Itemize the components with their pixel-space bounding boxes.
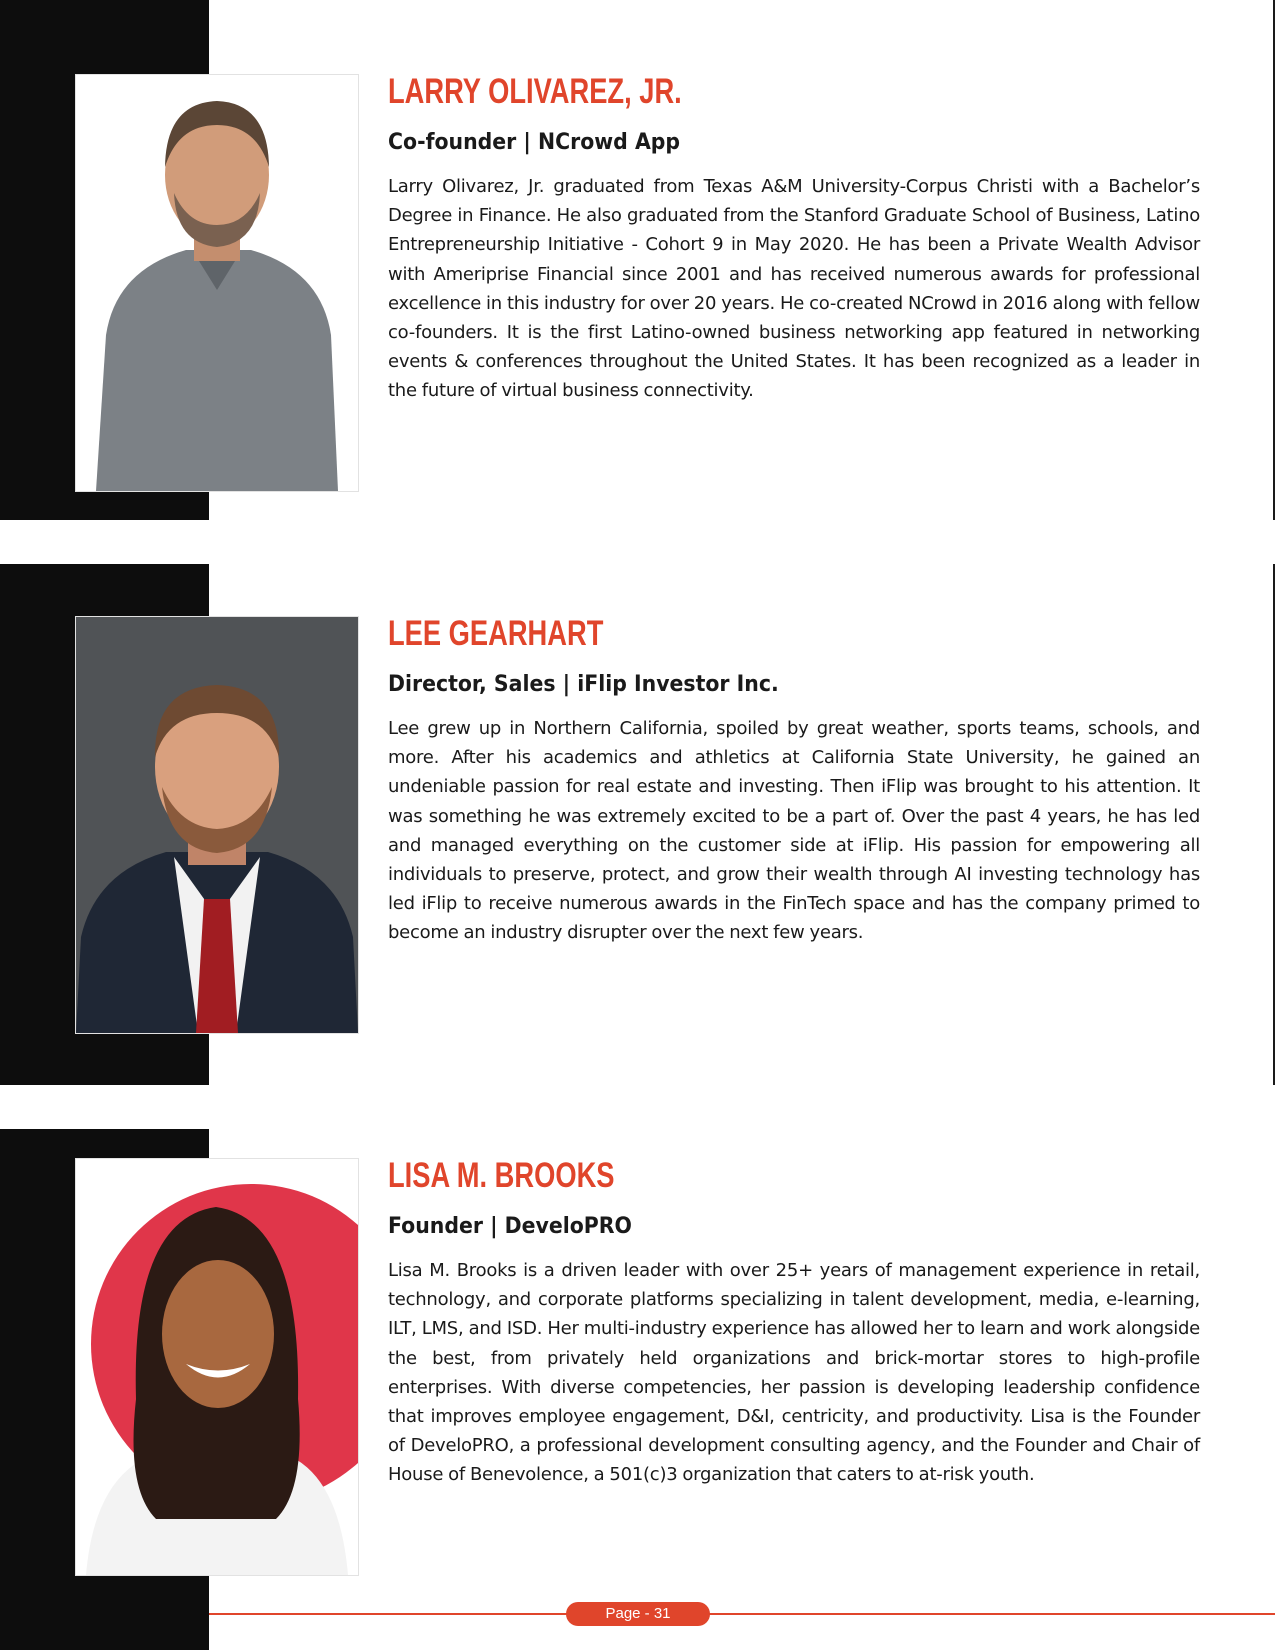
profile-name: LARRY OLIVAREZ, JR. (388, 72, 682, 111)
profile-role: Founder | DeveloPRO (388, 1214, 632, 1239)
profile-bio: Lee grew up in Northern California, spoiled by great weather, sports teams, schools, and more. After his academics and athletics at California State University, he gained an undeniable passion for real estate and investing. Then iFlip was brought to his attention. It was something he was extremely excited to be a part of. Over the past 4 years, he has led and managed everything on the customer side at iFlip. His passion for empowering all individuals to preserve, protect, and grow their wealth through AI investing technology has led iFlip to receive numerous awards in the FinTech space and has the company primed to become an industry disrupter over the next few years. (388, 718, 1200, 944)
portrait-photo-larry (75, 74, 359, 492)
profile-role: Co-founder | NCrowd App (388, 130, 681, 155)
profile-name: LEE GEARHART (388, 614, 604, 653)
profile-role: Director, Sales | iFlip Investor Inc. (388, 672, 779, 697)
profile-3 (388, 1156, 1200, 1490)
profile-bio: Lisa M. Brooks is a driven leader with over 25+ years of management experience in retail, technology, and corporate platforms specializing in talent development, media, e-learning, ILT, LMS, and ISD. Her multi-industry experience has allowed her to learn and work alongside the best, from privately held organizations and brick-mortar stores to high-profile enterprises. With diverse competencies, her passion is developing leadership confidence that improves employee engagement, D&I, centricity, and productivity. Lisa is the Founder of DeveloPRO, a professional development consulting agency, and the Founder and Chair of House of Benevolence, a 501(c)3 organization that caters to at-risk youth. (388, 1260, 1200, 1486)
footer-rule (209, 1613, 1275, 1615)
profile-1 (388, 72, 1200, 406)
profile-bio: Larry Olivarez, Jr. graduated from Texas A&M University-Corpus Christi with a Bachelor’s Degree in Finance. He also graduated from the Stanford Graduate School of Business, Latino Entrepreneurship Initiative - Cohort 9 in May 2020. He has been a Private Wealth Advisor with Ameriprise Financial since 2001 and has received numerous awards for professional excellence in this industry for over 20 years. He co-created NCrowd in 2016 along with fellow co-founders. It is the first Latino-owned business networking app featured in networking events & conferences throughout the United States. It has been recognized as a leader in the future of virtual business connectivity. (388, 176, 1200, 402)
page-number-badge: Page - 31 (566, 1602, 710, 1626)
portrait-photo-lisa (75, 1158, 359, 1576)
profile-2 (388, 614, 1200, 948)
portrait-photo-lee (75, 616, 359, 1034)
profile-name: LISA M. BROOKS (388, 1156, 615, 1195)
